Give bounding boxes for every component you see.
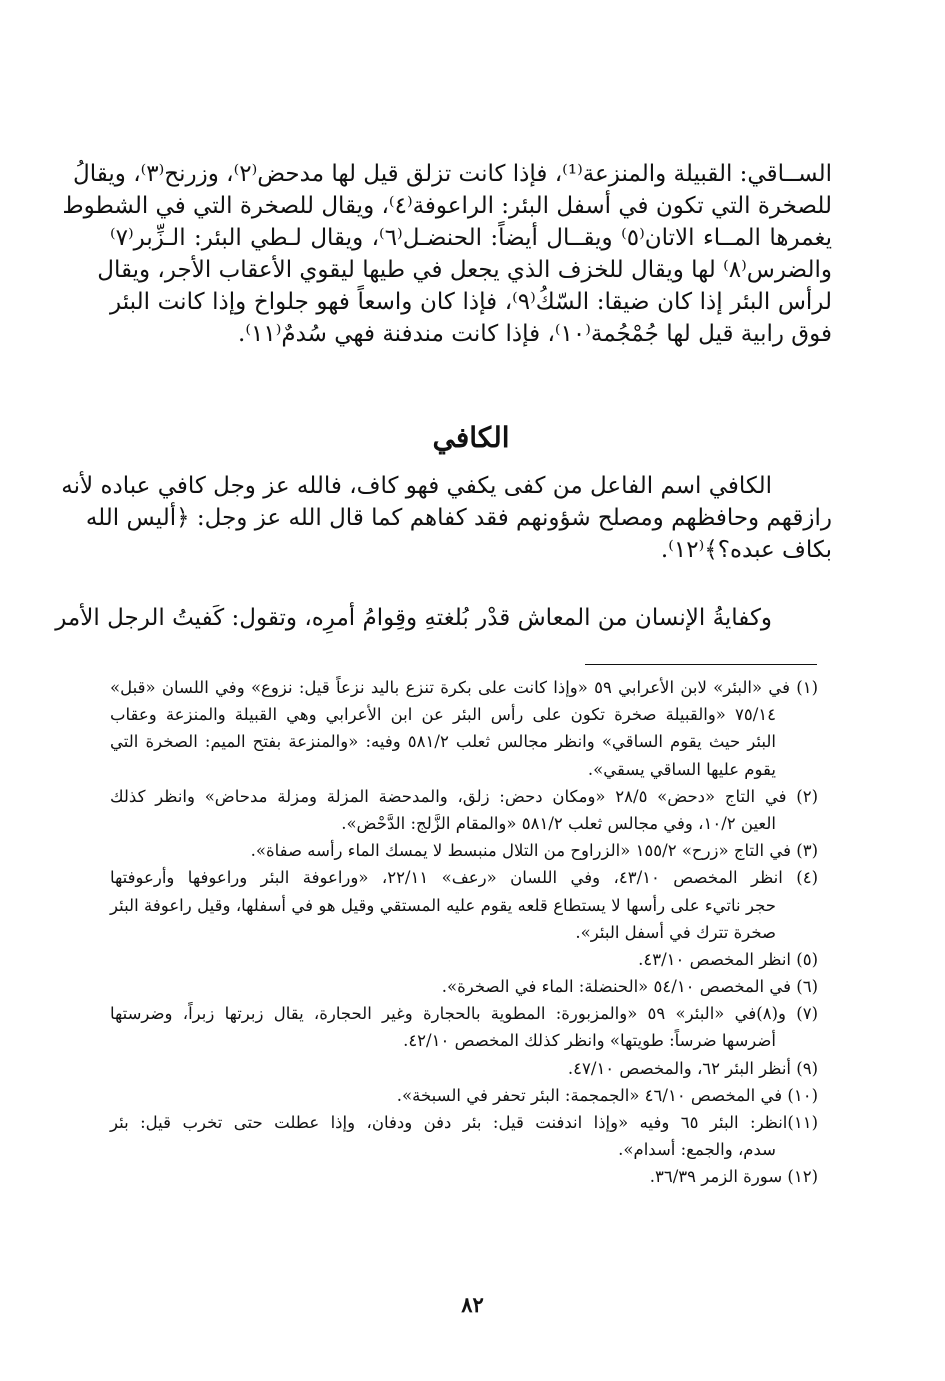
page-number: ٨٢ <box>461 1292 484 1317</box>
footnote-line: صخرة تترك في أسفل البئر». <box>575 922 776 942</box>
footnote-line: (١٢) سورة الزمر ٣٦/٣٩. <box>649 1167 818 1187</box>
footnotes <box>110 674 818 1191</box>
footnote-line: (٩) أنظر البئر ٦٢، والمخصص ٤٧/١٠. <box>567 1058 818 1078</box>
text-line: وكفايةُ الإنسان من المعاش قدْر بُلغتهِ وقِوامُ أمرِه، وتقول: كَفيتُ الرجل الأمر <box>55 605 772 631</box>
text-line: الكافي اسم الفاعل من كفى يكفي فهو كاف، فالله عز وجل كافي عباده لأنه <box>61 473 772 499</box>
footnote-7-8 <box>110 1000 818 1054</box>
footnote-line: حجر ناتيء على رأسها لا يستطاع قلعه يقوم عليه المستقي وقيل هو في أسفلها، وقيل راعوفة البئر <box>110 895 776 915</box>
footnote-5 <box>110 946 818 973</box>
footnote-separator <box>585 664 817 665</box>
footnote-line: البئر حيث يقوم الساقي» وانظر مجالس ثعلب ٥٨١/٢ وفيه: «والمنزعة بفتح الميم: الصخرة التي <box>110 732 776 752</box>
footnote-line: (٥) انظر المخصص ٤٣/١٠. <box>638 949 818 969</box>
text-line: فوق رابية قيل لها جُمْجُمة⁽١٠⁾، فإذا كانت مندفنة فهي سُدمٌ⁽١١⁾. <box>238 321 832 347</box>
text-line: والضرس⁽٨⁾ لها ويقال للخزف الذي يجعل في طيها ليقوي الأعقاب الأجر، ويقال <box>97 257 832 283</box>
footnote-line: (٣) في التاج «زرح» ١٥٥/٢ «الزراوح من التلال منبسط لا يمسك الماء رأسه صفاة». <box>250 841 818 861</box>
footnote-line: (١١)انظر: البئر ٦٥ وفيه «وإذا اندفنت قيل: بئر دفن ودفان، وإذا عطلت حتى تخرب قيل: بئر <box>110 1113 818 1132</box>
footnote-11 <box>110 1109 818 1163</box>
footnote-6 <box>110 973 818 1000</box>
text-line: للصخرة التي تكون في أسفل البئر: الراعوفة⁽٤⁾، ويقال للصخرة التي في الشطوط <box>62 193 832 219</box>
footnote-line: (٦) في المخصص ٥٤/١٠ «الحنضلة: الماء في الصخرة». <box>441 977 818 997</box>
section-heading: الكافي <box>432 421 510 454</box>
footnote-2 <box>110 783 818 837</box>
footnote-9 <box>110 1055 818 1082</box>
text-line: يغمرها المــاء الاتان⁽٥⁾ ويقــال أيضاً: الحنضـل⁽٦⁾، ويقال لـطي البئر: الـزِّبر⁽٧⁾ <box>110 225 832 251</box>
text-line: الســاقي: القبيلة والمنزعة⁽¹⁾، فإذا كانت تزلق قيل لها مدحض⁽٢⁾، وزرنح⁽٣⁾، ويقالُ <box>73 161 832 187</box>
footnote-line: سدم، والجمع: أسدام». <box>618 1140 776 1160</box>
paragraph-kafi <box>61 470 832 566</box>
footnote-line: (١) في «البئر» لابن الأعرابي ٥٩ «وإذا كانت على بكرة تنزع باليد نزعاً قيل: نزوع» وفي اللسان «قبل» <box>110 678 818 697</box>
footnote-10 <box>110 1082 818 1109</box>
footnote-12 <box>110 1163 818 1190</box>
text-line: رازقهم وحافظهم ومصلح شؤونهم فقد كفاهم كما قال الله عز وجل: ﴿أليس الله <box>85 505 832 531</box>
paragraph-wells <box>62 158 833 350</box>
footnote-4 <box>110 864 818 946</box>
footnote-line: (٢) في التاج «دحض» ٢٨/٥ «ومكان دحض: زلق، والمدحضة المزلة ومزلة مدحاض» وانظر كذلك <box>110 786 819 806</box>
footnote-line: يقوم عليها الساقي يسقي». <box>587 759 776 779</box>
footnote-line: (١٠) في المخصص ٤٦/١٠ «الجمجمة: البئر تحفر في السبخة». <box>396 1085 818 1105</box>
text-line: لرأس البئر إذا كان ضيقا: السّكُ⁽٩⁾، فإذا كان واسعاً فهو جلواخ وإذا كانت البئر <box>110 289 833 315</box>
footnote-1 <box>110 674 818 783</box>
footnote-line: (٧) و(٨)في «البئر» ٥٩ «والمزبورة: المطوية بالحجارة وغير الحجارة، يقال زبرتها زبراً، وضرستها <box>110 1004 818 1024</box>
text-line: بكاف عبده؟﴾⁽١٢⁾. <box>660 537 832 563</box>
paragraph-kifaya <box>55 602 832 634</box>
footnote-line: ٧٥/١٤ «والقبيلة صخرة تكون على رأس البئر عن ابن الأعرابي وهي القبيلة والمنزعة وعقاب <box>110 705 776 725</box>
footnote-line: (٤) انظر المخصص ٤٣/١٠، وفي اللسان «رعف» ٢٢/١١، «وراعوفة البئر وراعوفها وأرعوفتها <box>110 868 819 888</box>
footnote-line: العين ١٠/٢، وفي مجالس ثعلب ٥٨١/٢ «والمقام الزَّلج: الدَّحْض». <box>341 813 776 833</box>
footnote-3 <box>110 837 818 864</box>
footnote-line: أضرسها ضرساً: طويتها» وانظر كذلك المخصص ٤٢/١٠. <box>403 1031 776 1051</box>
